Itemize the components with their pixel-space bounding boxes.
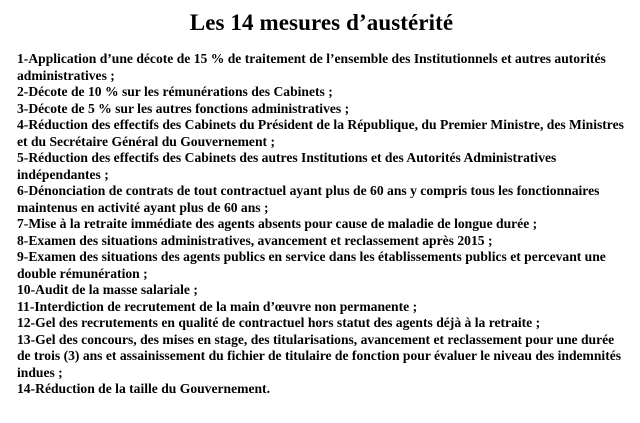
measure-item-6: 6-Dénonciation de contrats de tout contractuel ayant plus de 60 ans y compris tous les fonctionnaires maintenus en activité ayant plus de 60 ans ; — [17, 183, 600, 215]
measure-item-5: 5-Réduction des effectifs des Cabinets des autres Institutions et des Autorités Administratives indépendantes ; — [17, 150, 557, 182]
measure-item-3: 3-Décote de 5 % sur les autres fonctions administratives ; — [17, 100, 350, 116]
measure-item-10: 10-Audit de la masse salariale ; — [17, 282, 198, 297]
measure-item-12: 12-Gel des recrutements en qualité de contractuel hors statut des agents déjà à la retraite ; — [17, 315, 541, 330]
measures-list — [17, 51, 626, 398]
measure-item-1: 1-Application d’une décote de 15 % de traitement de l’ensemble des Institutionnels et autres autorités administratives ; — [17, 51, 606, 83]
measure-item-4: 4-Réduction des effectifs des Cabinets du Président de la République, du Premier Ministre, des Ministres et du Secrétaire Général du Gouvernement ; — [17, 117, 624, 149]
measure-item-2: 2-Décote de 10 % sur les rémunérations des Cabinets ; — [17, 84, 333, 99]
measure-item-8: 8-Examen des situations administratives, avancement et reclassement après 2015 ; — [17, 232, 493, 248]
measure-item-7: 7-Mise à la retraite immédiate des agents absents pour cause de maladie de longue durée ; — [17, 216, 538, 231]
measure-item-11: 11-Interdiction de recrutement de la main d’œuvre non permanente ; — [17, 298, 418, 314]
measure-item-14: 14-Réduction de la taille du Gouvernement. — [17, 381, 270, 396]
measure-item-13: 13-Gel des concours, des mises en stage, des titularisations, avancement et reclassement pour une durée de trois (3) ans et assainissement du fichier de titulaire de fonction pour évaluer le niveau des indemnités indues ; — [17, 331, 622, 380]
measure-item-9: 9-Examen des situations des agents publics en service dans les établissements publics et percevant une double rémunération ; — [17, 249, 606, 281]
page-title: Les 14 mesures d’austérité — [189, 10, 454, 35]
